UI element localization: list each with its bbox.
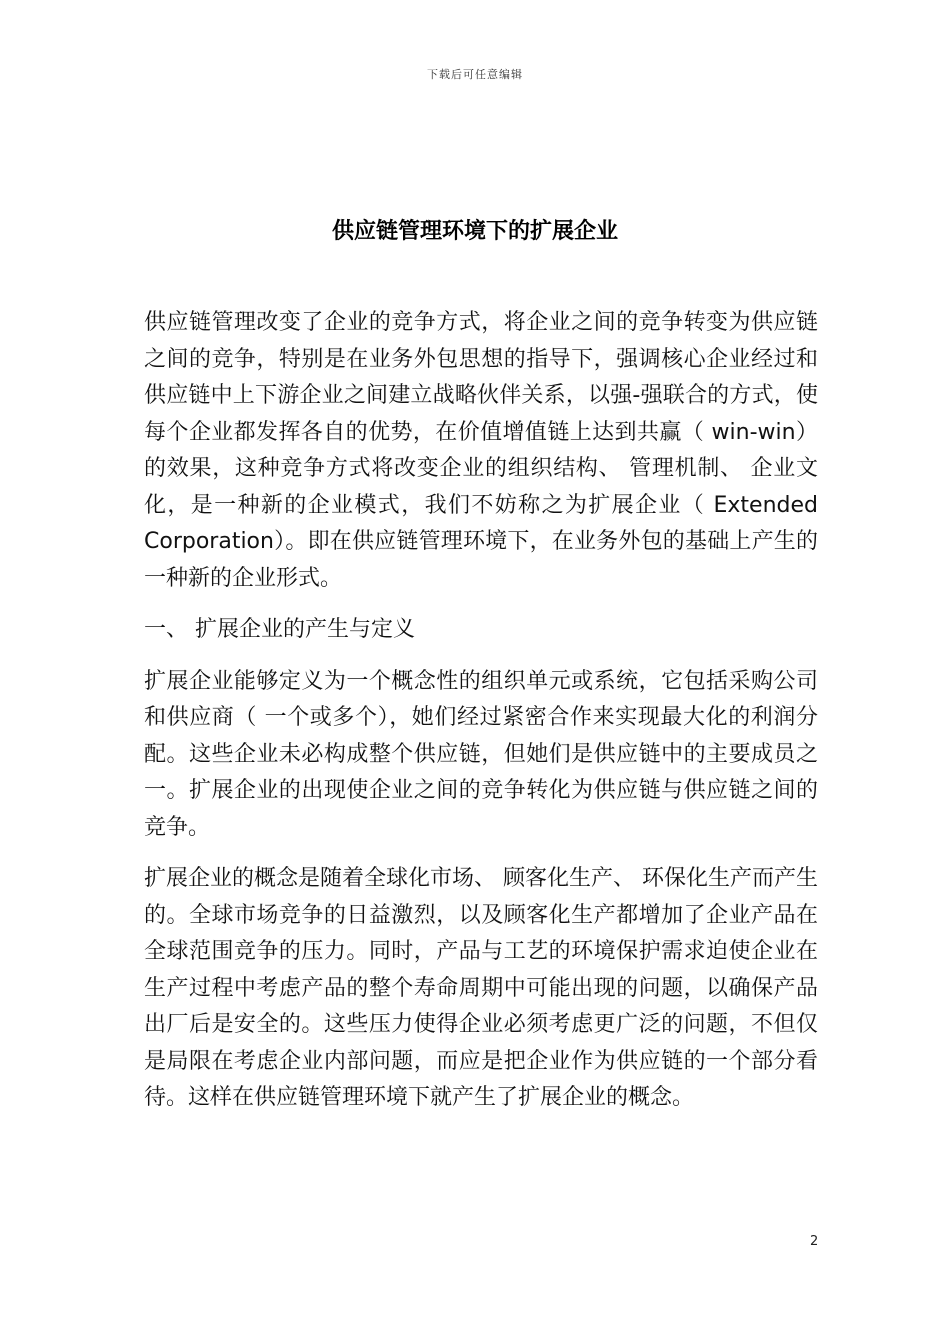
document-body	[144, 305, 818, 1132]
definition-paragraph: 扩展企业能够定义为一个概念性的组织单元或系统，它包括采购公司和供应商（ 一个或多个），她们经过紧密合作来实现最大化的利润分配。这些企业未必构成整个供应链，但她们是供应链中的主要成员之一。扩展企业的出现使企业之间的竞争转化为供应链与供应链之间的竞争。	[144, 668, 818, 840]
page-number: 2	[810, 1234, 819, 1249]
intro-paragraph: 供应链管理改变了企业的竞争方式，将企业之间的竞争转变为供应链之间的竞争，特别是在业务外包思想的指导下，强调核心企业经过和供应链中上下游企业之间建立战略伙伴关系，以强-强联合的方式，使每个企业都发挥各自的优势，在价值增值链上达到共赢（ win-win）的效果，这种竞争方式将改变企业的组织结构、 管理机制、 企业文化，是一种新的企业模式，我们不妨称之为扩展企业（ Extended Corporation）。即在供应链管理环境下，在业务外包的基础上产生的一种新的企业形式。	[144, 310, 818, 591]
section-heading: 一、 扩展企业的产生与定义	[144, 617, 415, 642]
document-title: 供应链管理环境下的扩展企业	[331, 219, 618, 244]
concept-paragraph: 扩展企业的概念是随着全球化市场、 顾客化生产、 环保化生产而产生的。全球市场竞争的日益激烈，以及顾客化生产都增加了企业产品在全球范围竞争的压力。同时，产品与工艺的环境保护需求迫使企业在生产过程中考虑产品的整个寿命周期中可能出现的问题，以确保产品出厂后是安全的。这些压力使得企业必须考虑更广泛的问题，不但仅是局限在考虑企业内部问题，而应是把企业作为供应链的一个部分看待。这样在供应链管理环境下就产生了扩展企业的概念。	[144, 866, 818, 1110]
header-note: 下载后可任意编辑	[427, 68, 523, 81]
